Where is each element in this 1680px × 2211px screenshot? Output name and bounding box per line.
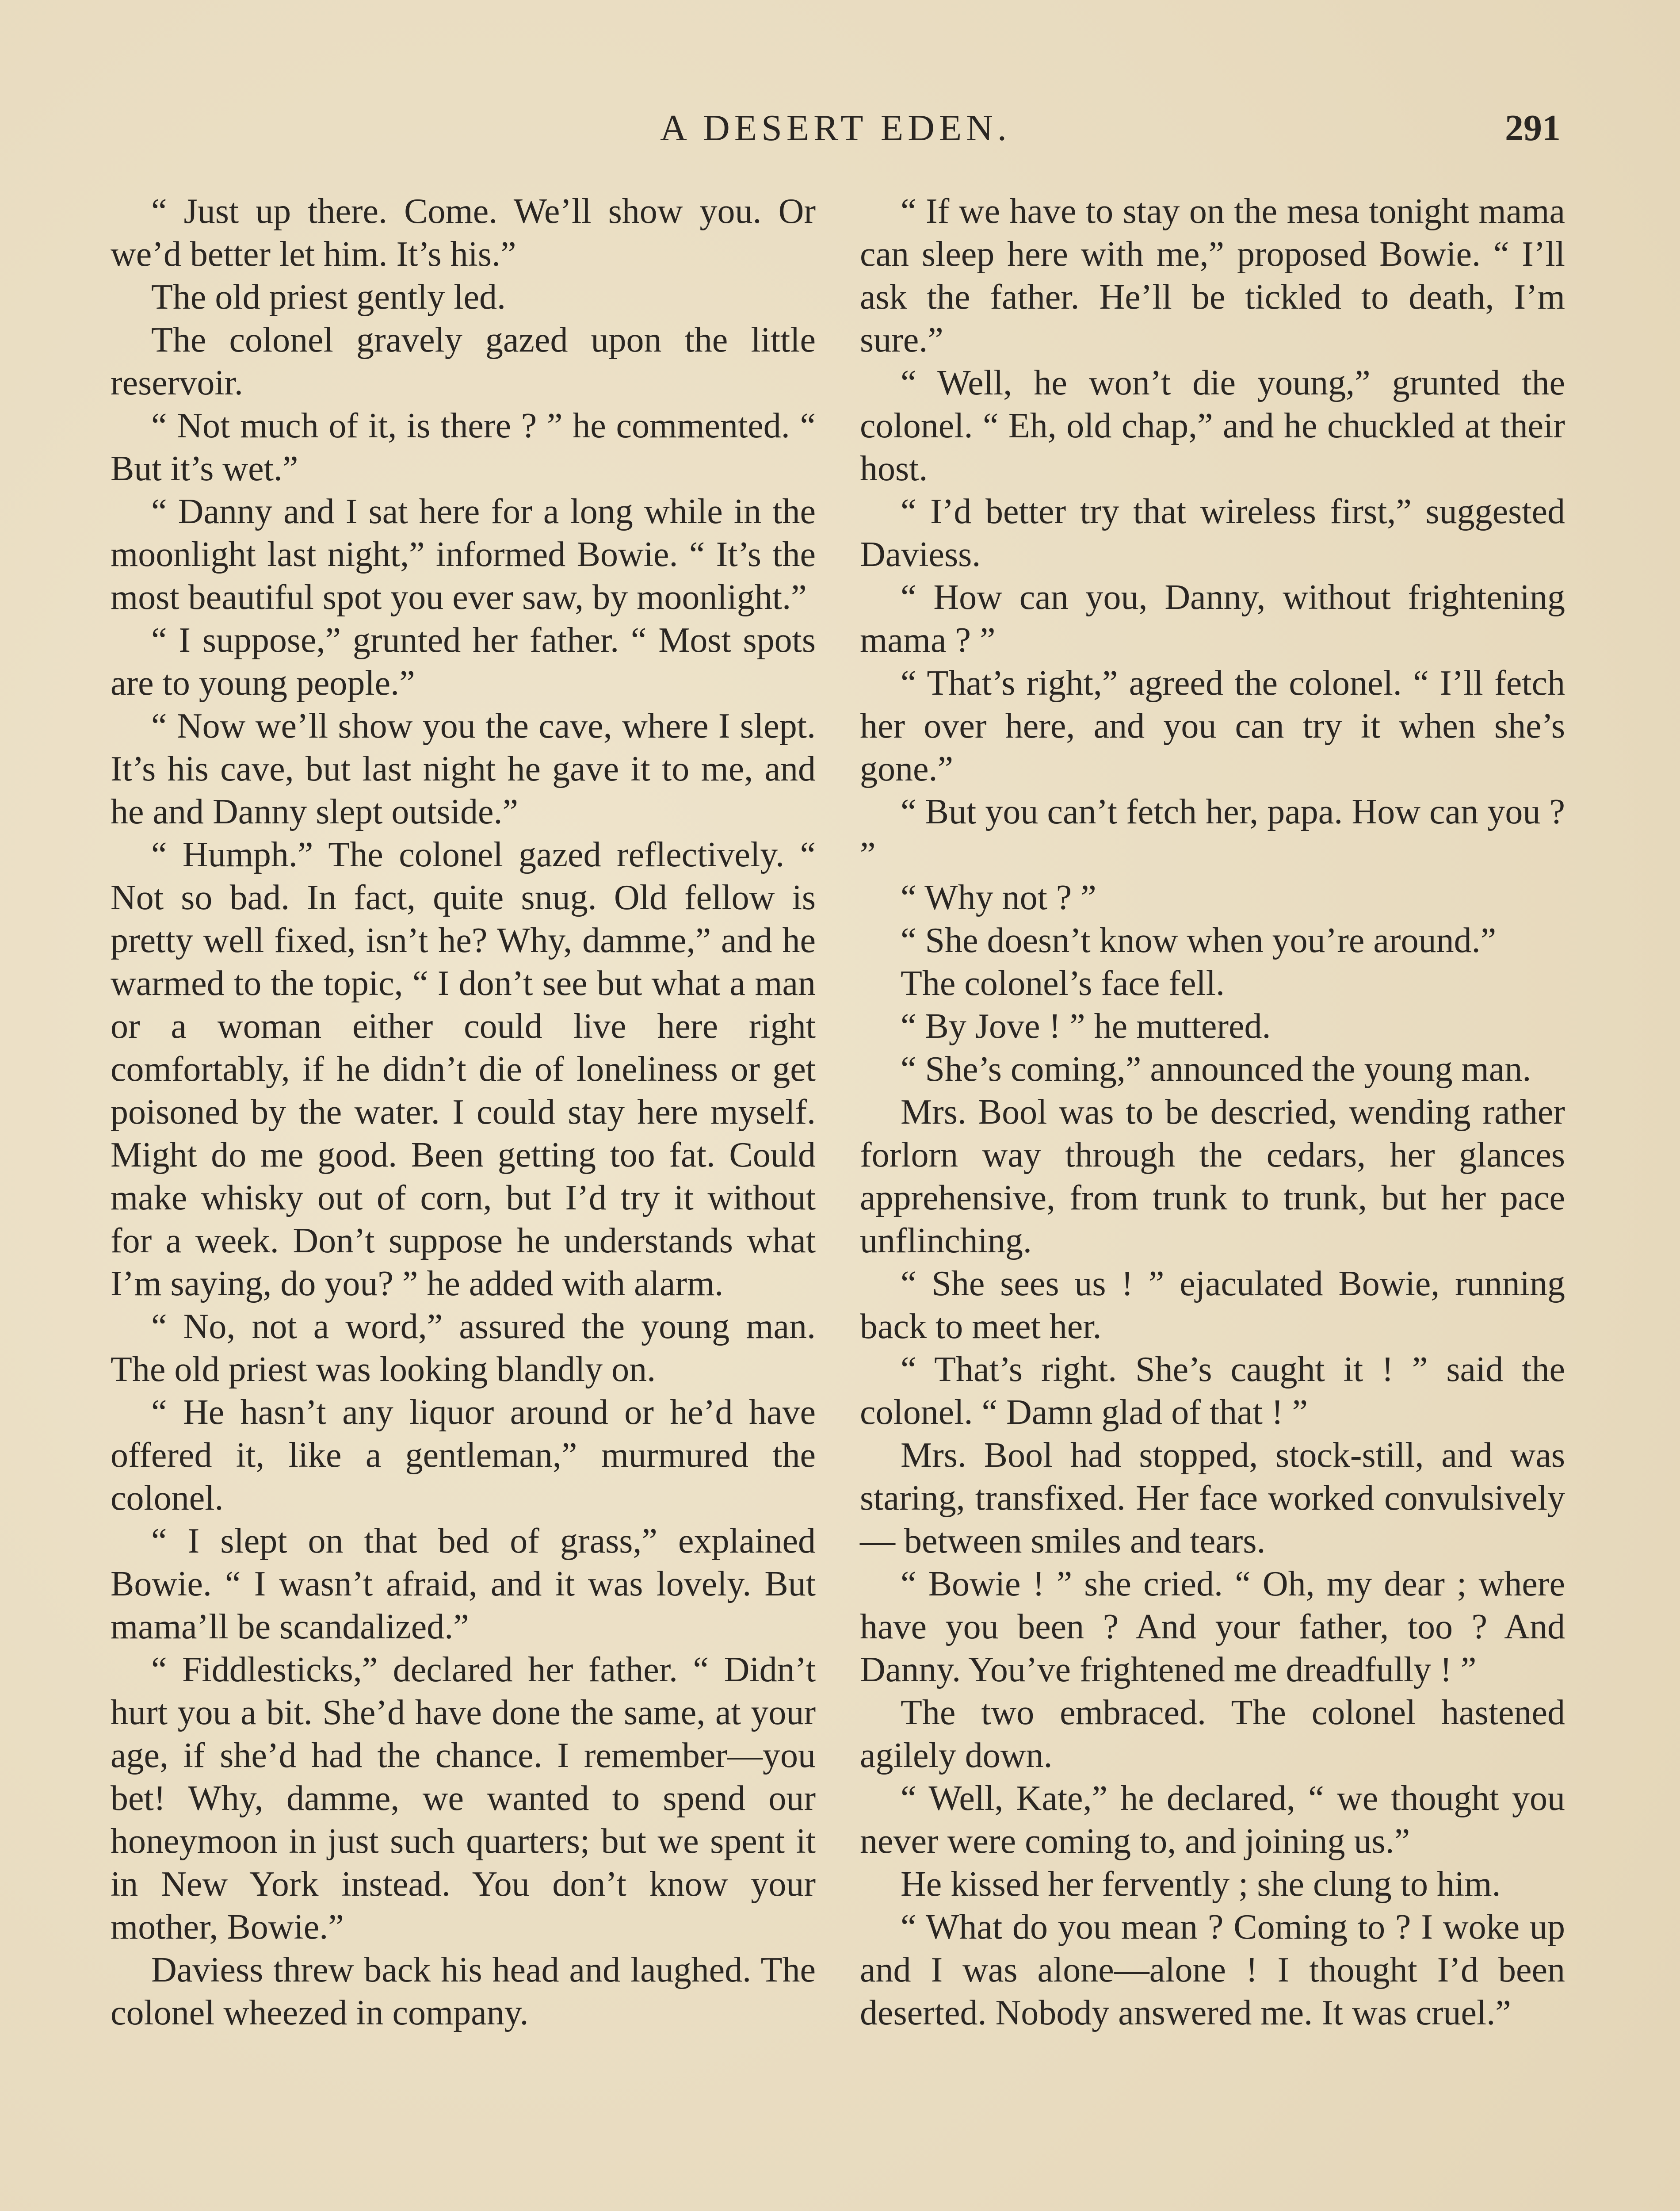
paragraph: The colonel’s face fell.: [901, 964, 1225, 1003]
paragraph: “ I suppose,” grunted her father. “ Most spots are to young people.”: [111, 621, 816, 703]
paragraph: The two embraced. The colonel hastened agilely down.: [860, 1693, 1565, 1775]
left-column: [111, 190, 816, 2035]
page-number: 291: [1505, 107, 1561, 149]
paragraph: The old priest gently led.: [151, 278, 506, 317]
paragraph: “ Not much of it, is there ? ” he commented. “ But it’s wet.”: [111, 406, 816, 488]
paragraph: “ Well, he won’t die young,” grunted the colonel. “ Eh, old chap,” and he chuckled at their host.: [860, 363, 1565, 488]
paragraph: “ That’s right. She’s caught it ! ” said the colonel. “ Damn glad of that ! ”: [860, 1350, 1565, 1432]
paragraph: “ If we have to stay on the mesa tonight mama can sleep here with me,” proposed Bowie. “ I’ll ask the father. He’ll be tickled to death, I’m sure.”: [860, 192, 1565, 360]
paragraph: “ Why not ? ”: [901, 878, 1096, 917]
paragraph: “ Bowie ! ” she cried. “ Oh, my dear ; where have you been ? And your father, too ? And Danny. You’ve frightened me dreadfully ! ”: [860, 1565, 1565, 1689]
paragraph: Mrs. Bool was to be descried, wending rather forlorn way through the cedars, her glances apprehensive, from trunk to trunk, but her pace unflinching.: [860, 1093, 1565, 1260]
page-header: [111, 95, 1561, 161]
paragraph: “ How can you, Danny, without frightening mama ? ”: [860, 578, 1565, 660]
paragraph: The colonel gravely gazed upon the little reservoir.: [111, 321, 816, 402]
running-title: A DESERT EDEN.: [660, 107, 1011, 149]
right-column: [860, 190, 1565, 2035]
paragraph: “ Danny and I sat here for a long while in the moonlight last night,” informed Bowie. “ It’s the most beautiful spot you ever saw, by moonlight.”: [111, 492, 816, 617]
paragraph: Daviess threw back his head and laughed. The colonel wheezed in company.: [111, 1951, 816, 2032]
paragraph: “ Fiddlesticks,” declared her father. “ Didn’t hurt you a bit. She’d have done the same, at your age, if she’d had the chance. I remember—you bet! Why, damme, we wanted to spend our honeymoon in just such quarters; but we spent it in New York instead. You don’t know your mother, Bowie.”: [111, 1650, 816, 1947]
paragraph: “ By Jove ! ” he muttered.: [901, 1007, 1271, 1046]
paragraph: “ He hasn’t any liquor around or he’d have offered it, like a gentleman,” murmured the colonel.: [111, 1393, 816, 1518]
paragraph: “ What do you mean ? Coming to ? I woke up and I was alone—alone ! I thought I’d been deserted. Nobody answered me. It was cruel.”: [860, 1908, 1565, 2032]
paragraph: “ That’s right,” agreed the colonel. “ I’ll fetch her over here, and you can try it when she’s gone.”: [860, 664, 1565, 788]
paragraph: “ I’d better try that wireless first,” suggested Daviess.: [860, 492, 1565, 574]
paragraph: “ Well, Kate,” he declared, “ we thought you never were coming to, and joining us.”: [860, 1779, 1565, 1861]
paragraph: “ She sees us ! ” ejaculated Bowie, running back to meet her.: [860, 1264, 1565, 1346]
paragraph: “ I slept on that bed of grass,” explained Bowie. “ I wasn’t afraid, and it was lovely. But mama’ll be scandalized.”: [111, 1522, 816, 1646]
paragraph: He kissed her fervently ; she clung to him.: [901, 1865, 1501, 1904]
paragraph: “ She’s coming,” announced the young man.: [901, 1050, 1531, 1089]
paragraph: “ But you can’t fetch her, papa. How can you ? ”: [860, 792, 1565, 874]
paragraph: “ Now we’ll show you the cave, where I slept. It’s his cave, but last night he gave it to me, and he and Danny slept outside.”: [111, 707, 816, 831]
paragraph: “ No, not a word,” assured the young man. The old priest was looking blandly on.: [111, 1307, 816, 1389]
paragraph: “ She doesn’t know when you’re around.”: [901, 921, 1497, 960]
paragraph: “ Humph.” The colonel gazed reflectively. “ Not so bad. In fact, quite snug. Old fellow is pretty well fixed, isn’t he? Why, damme,” and he warmed to the topic, “ I don’t see but what a man or a woman either could live here right comfortably, if he didn’t die of loneliness or get poisoned by the water. I could stay here myself. Might do me good. Been getting too fat. Could make whisky out of corn, but I’d try it without for a week. Don’t suppose he understands what I’m saying, do you? ” he added with alarm.: [111, 835, 816, 1303]
paragraph: Mrs. Bool had stopped, stock-still, and was staring, transfixed. Her face worked convulsively — between smiles and tears.: [860, 1436, 1565, 1561]
paragraph: “ Just up there. Come. We’ll show you. Or we’d better let him. It’s his.”: [111, 192, 816, 274]
